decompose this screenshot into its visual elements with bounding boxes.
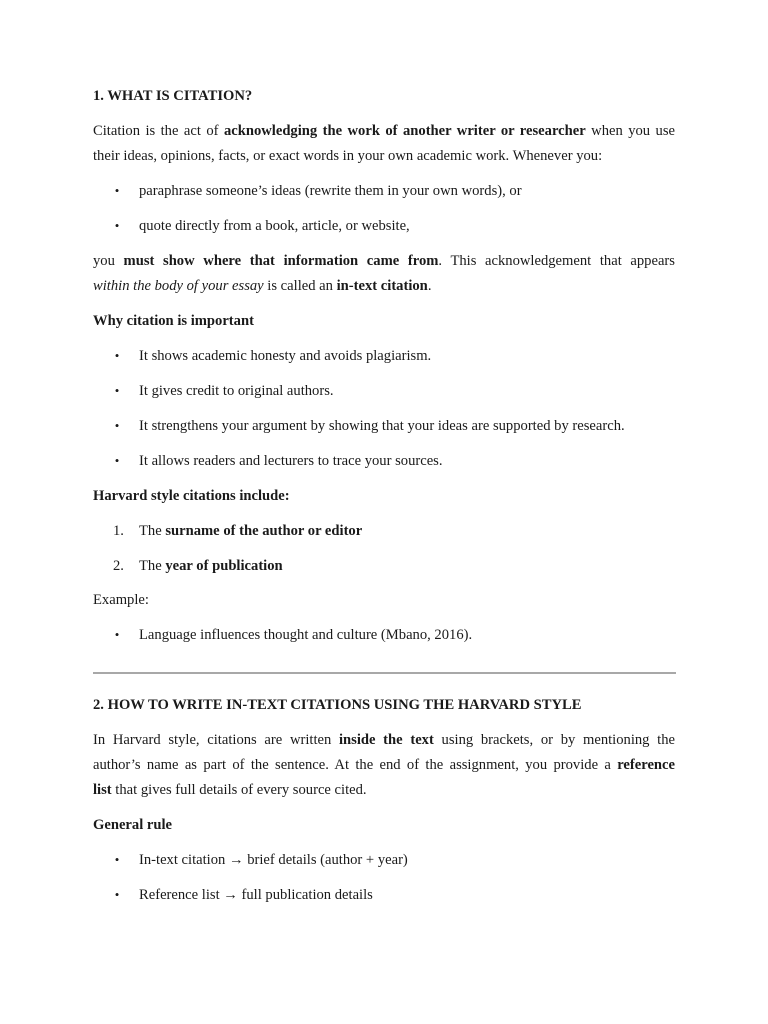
numbered-item-text: The	[139, 558, 166, 574]
list-item: In-text citation → brief details (author + year)	[139, 852, 408, 868]
bullet-marker: •	[114, 887, 120, 902]
para2-text-mid: . This acknowledgement that appears	[438, 253, 675, 269]
s2-para-text: In Harvard style, citations are written	[93, 732, 339, 748]
s2-para-text-2: author’s name as part of the sentence. At the end of the assignment, you provide a	[93, 757, 618, 773]
bullet-marker: •	[114, 627, 120, 642]
s2-para-bold: inside the text	[338, 732, 434, 748]
bullet-marker: •	[114, 218, 120, 233]
para2-bold: must show where that information came from	[123, 253, 439, 269]
s2-para-text-end: using brackets, or by mentioning the	[433, 732, 675, 748]
bullet-marker: •	[114, 348, 120, 363]
para2-text: you	[93, 253, 124, 269]
list-item: Language influences thought and culture (Mbano, 2016).	[139, 627, 473, 643]
list-item: It gives credit to original authors.	[139, 383, 334, 399]
intro-bold: acknowledging the work of another writer or researcher	[223, 123, 586, 139]
numbered-item	[139, 522, 362, 540]
general-rule-heading: General rule	[93, 817, 173, 833]
numbered-item-text: The	[139, 523, 166, 539]
bullet-marker: •	[114, 852, 120, 867]
bullet-marker: •	[114, 183, 120, 198]
numbered-item	[139, 557, 283, 575]
bullet-marker: •	[114, 453, 120, 468]
numbered-item-bold: year of publication	[165, 558, 283, 574]
intro-text-end: when you use	[585, 123, 675, 139]
numbered-item-bold: surname of the author or editor	[165, 523, 363, 539]
bullet-marker: •	[114, 418, 120, 433]
para2-text-mid2: is called an	[263, 278, 337, 294]
s2-para-line-1	[93, 731, 675, 749]
why-heading: Why citation is important	[93, 313, 254, 329]
section-divider	[93, 672, 676, 674]
para2-line-1	[93, 252, 675, 270]
s2-para-bold-2: reference	[617, 757, 675, 773]
harvard-heading: Harvard style citations include:	[93, 488, 290, 504]
s2-para-bold-3: list	[93, 782, 112, 798]
list-number: 2.	[113, 558, 124, 574]
list-item: quote directly from a book, article, or website,	[139, 218, 410, 234]
section2-heading: 2. HOW TO WRITE IN-TEXT CITATIONS USING THE HARVARD STYLE	[93, 697, 582, 713]
intro-line-1	[93, 122, 675, 140]
list-item: Reference list → full publication details	[139, 887, 373, 903]
s2-para-text-3: that gives full details of every source cited.	[111, 782, 367, 798]
para2-bold-term: in-text citation	[336, 278, 428, 294]
para2-line-2	[93, 277, 431, 295]
intro-line-2: their ideas, opinions, facts, or exact words in your own academic work. Whenever you:	[93, 148, 603, 164]
intro-text: Citation is the act of	[93, 123, 224, 139]
list-number: 1.	[113, 523, 124, 539]
example-label: Example:	[93, 592, 149, 608]
list-item: paraphrase someone’s ideas (rewrite them in your own words), or	[139, 183, 522, 199]
para2-period: .	[427, 278, 432, 294]
section1-heading: 1. WHAT IS CITATION?	[93, 88, 253, 104]
para2-italic: within the body of your essay	[93, 278, 264, 294]
list-item: It shows academic honesty and avoids plagiarism.	[139, 348, 432, 364]
list-item: It strengthens your argument by showing that your ideas are supported by research.	[139, 418, 625, 434]
s2-para-line-3	[93, 781, 367, 799]
s2-para-line-2	[93, 756, 675, 774]
list-item: It allows readers and lecturers to trace your sources.	[139, 453, 443, 469]
bullet-marker: •	[114, 383, 120, 398]
